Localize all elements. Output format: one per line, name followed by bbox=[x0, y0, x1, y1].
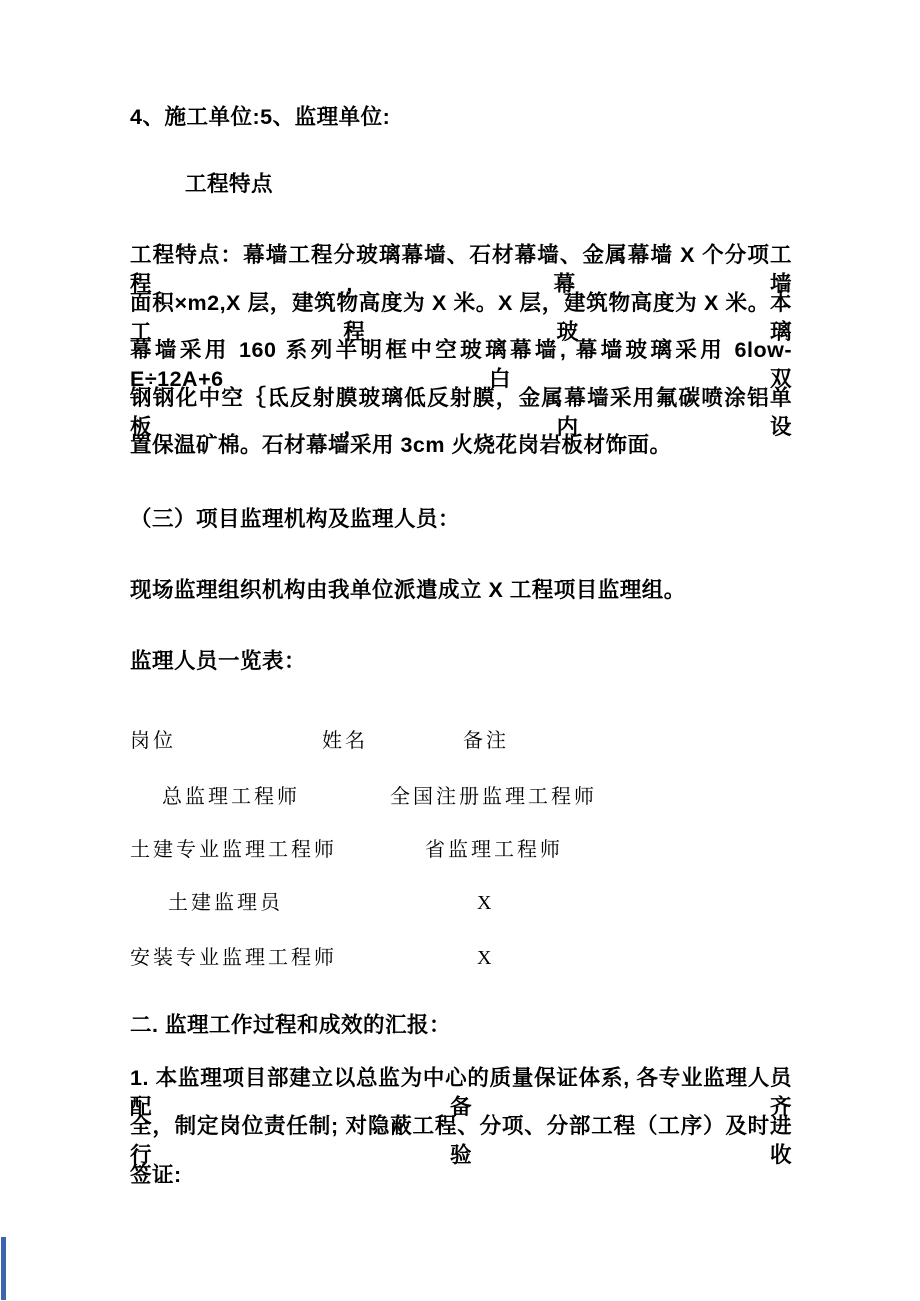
table-header-name: 姓名 bbox=[322, 730, 368, 752]
table-row-post: 安装专业监理工程师 bbox=[130, 947, 337, 969]
table-title: 监理人员一览表： bbox=[130, 649, 307, 673]
table-row-value: 全国注册监理工程师 bbox=[390, 786, 597, 808]
table-row-value: X bbox=[477, 892, 492, 914]
table-row-post: 土建监理员 bbox=[168, 892, 283, 914]
line-org-description: 现场监理组织机构由我单位派遣成立 X 工程项目监理组。 bbox=[130, 578, 686, 602]
paragraph-features-line-4: 钢钢化中空｛氐反射膜玻璃低反射膜，金属幕墙采用氟碳喷涂铝单板，内设 bbox=[130, 386, 792, 440]
heading-section-2: 二. 监理工作过程和成效的汇报： bbox=[130, 1013, 451, 1037]
line-units: 4、施工单位:5、监理单位: bbox=[130, 105, 391, 129]
paragraph-features-line-3: 幕墙采用 160 系列半明框中空玻璃幕墙, 幕墙玻璃采用 6low-E÷12A+6 白双 bbox=[130, 338, 792, 392]
item1-line-3: 签证: bbox=[130, 1163, 182, 1187]
table-row-value: 省监理工程师 bbox=[425, 839, 563, 861]
heading-supervision-org: （三）项目监理机构及监理人员： bbox=[130, 507, 461, 531]
table-row-post: 总监理工程师 bbox=[162, 786, 300, 808]
table-header-post: 岗位 bbox=[130, 730, 176, 752]
table-header-note: 备注 bbox=[463, 730, 509, 752]
paragraph-features-line-1: 工程特点：幕墙工程分玻璃幕墙、石材幕墙、金属幕墙 X 个分项工程, 幕墙 bbox=[130, 243, 792, 297]
table-row-value: X bbox=[477, 947, 492, 969]
item1-line-1: 1. 本监理项目部建立以总监为中心的质量保证体系, 各专业监理人员配备齐 bbox=[130, 1066, 792, 1120]
blue-caret-mark bbox=[1, 1237, 6, 1300]
paragraph-features-line-5: 置保温矿棉。石材幕墙采用 3cm 火烧花岗岩板材饰面。 bbox=[130, 433, 672, 457]
table-row-post: 土建专业监理工程师 bbox=[130, 839, 337, 861]
paragraph-features-line-2: 面积×m2,X 层，建筑物高度为 X 米。X 层，建筑物高度为 X 米。本工程玻璃 bbox=[130, 291, 792, 345]
item1-line-2: 全，制定岗位责任制; 对隐蔽工程、分项、分部工程（工序）及时进行验收 bbox=[130, 1114, 792, 1168]
subheading-project-features: 工程特点 bbox=[185, 172, 274, 196]
